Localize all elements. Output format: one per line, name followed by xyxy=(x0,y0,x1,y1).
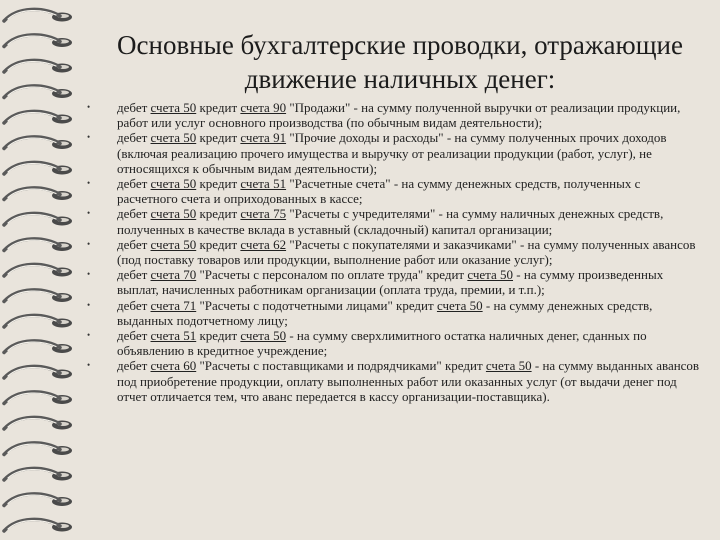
bullet-icon: • xyxy=(87,102,91,112)
entry-description: "Расчеты с покупателями и заказчиками" - на сумму полученных авансов (под поставку товаров или продукции, выполнение работ или оказание услуг); xyxy=(117,236,696,268)
entry-description: "Расчеты с учредителями" - на сумму наличных денежных средств, полученных в качестве вклада в уставный (складочный) капитал организации; xyxy=(117,206,664,237)
list-item xyxy=(86,176,702,206)
debit-account-link[interactable]: счета 50 xyxy=(150,130,197,146)
spiral-binding xyxy=(0,0,80,540)
credit-prefix: кредит xyxy=(196,130,241,146)
list-item xyxy=(86,130,702,176)
list-item xyxy=(86,237,702,267)
credit-account-link[interactable]: счета 75 xyxy=(240,206,287,222)
list-item xyxy=(86,100,702,130)
debit-account-link[interactable]: счета 50 xyxy=(150,176,197,192)
debit-account-link[interactable]: счета 50 xyxy=(150,236,197,252)
debit-prefix: дебет xyxy=(117,176,151,192)
debit-account-link[interactable]: счета 71 xyxy=(150,297,197,313)
debit-prefix: дебет xyxy=(117,358,151,374)
credit-prefix: кредит xyxy=(196,176,241,192)
credit-account-link[interactable]: счета 90 xyxy=(240,100,287,115)
binding-ring xyxy=(4,290,72,302)
binding-ring xyxy=(4,162,72,174)
debit-account-link[interactable]: счета 50 xyxy=(150,206,197,222)
binding-ring xyxy=(4,188,72,200)
debit-prefix: дебет xyxy=(117,267,151,283)
credit-prefix: "Расчеты с персоналом по оплате труда" кредит xyxy=(196,267,468,283)
debit-account-link[interactable]: счета 50 xyxy=(150,100,197,115)
list-item xyxy=(86,298,702,328)
bullet-icon: • xyxy=(87,132,91,143)
credit-account-link[interactable]: счета 50 xyxy=(467,267,514,283)
list-item xyxy=(86,328,702,358)
debit-prefix: дебет xyxy=(117,297,151,313)
credit-account-link[interactable]: счета 50 xyxy=(436,297,483,313)
list-item xyxy=(86,267,702,297)
page-title xyxy=(90,28,710,96)
credit-prefix: кредит xyxy=(196,100,241,115)
title-line-1: Основные бухгалтерские проводки, отражающие xyxy=(117,30,683,60)
binding-ring xyxy=(4,60,72,72)
debit-prefix: дебет xyxy=(117,100,151,115)
credit-account-link[interactable]: счета 50 xyxy=(240,328,287,344)
debit-account-link[interactable]: счета 60 xyxy=(150,358,197,374)
title-line-2: движение наличных денег: xyxy=(244,64,556,94)
bullet-icon: • xyxy=(87,208,91,219)
credit-prefix: кредит xyxy=(196,206,241,222)
binding-ring xyxy=(4,392,72,404)
list-item xyxy=(86,206,702,236)
entries-list xyxy=(86,100,702,404)
debit-prefix: дебет xyxy=(117,236,151,252)
bullet-icon: • xyxy=(87,269,91,280)
binding-ring xyxy=(4,111,72,123)
bullet-icon: • xyxy=(87,238,91,249)
entry-description: "Продажи" - на сумму полученной выручки от реализации продукции, работ или услуг основного производства (по обычным видам деятельности); xyxy=(117,100,681,131)
credit-prefix: кредит xyxy=(196,328,241,344)
credit-account-link[interactable]: счета 51 xyxy=(240,176,287,192)
binding-ring xyxy=(4,137,72,149)
entry-description: - на сумму сверхлимитного остатка наличных денег, сданных по объявлению в кредитное учреждение; xyxy=(117,328,647,359)
credit-account-link[interactable]: счета 50 xyxy=(485,358,532,374)
bullet-icon: • xyxy=(87,360,91,371)
entry-description: - на сумму произведенных выплат, начисленных работникам организации (оплата труда, премии, и т.п.); xyxy=(117,267,664,298)
credit-account-link[interactable]: счета 62 xyxy=(240,236,287,252)
debit-prefix: дебет xyxy=(117,328,151,344)
entry-description: - на сумму денежных средств, выданных подотчетному лицу; xyxy=(117,297,653,328)
list-item xyxy=(86,358,702,404)
bullet-icon: • xyxy=(87,299,91,310)
credit-prefix: "Расчеты с подотчетными лицами" кредит xyxy=(196,297,437,313)
binding-ring xyxy=(4,443,72,455)
binding-ring xyxy=(4,494,72,506)
binding-ring xyxy=(4,417,72,429)
binding-ring xyxy=(4,264,72,276)
credit-account-link[interactable]: счета 91 xyxy=(240,130,287,146)
debit-prefix: дебет xyxy=(117,130,151,146)
credit-prefix: кредит xyxy=(196,236,241,252)
entry-description: "Прочие доходы и расходы" - на сумму полученных прочих доходов (включая реализацию прочего имущества и выручку от реализации продукции (работ, услуг), не относящихся к обычным видам деятельности); xyxy=(117,130,667,176)
debit-account-link[interactable]: счета 51 xyxy=(150,328,197,344)
binding-ring xyxy=(4,366,72,378)
credit-prefix: "Расчеты с поставщиками и подрядчиками" кредит xyxy=(196,358,486,374)
binding-ring xyxy=(4,519,72,531)
binding-ring xyxy=(4,468,72,480)
binding-ring xyxy=(4,86,72,98)
entry-description: "Расчетные счета" - на сумму денежных средств, полученных с расчетного счета и оприходованных в кассе; xyxy=(117,176,641,207)
binding-ring xyxy=(4,315,72,327)
binding-ring xyxy=(4,9,72,21)
debit-account-link[interactable]: счета 70 xyxy=(150,267,197,283)
binding-ring xyxy=(4,35,72,47)
bullet-icon: • xyxy=(87,330,91,341)
entry-description: - на сумму выданных авансов под приобретение продукции, оплату выполненных работ или оказанных услуг (от выдачи денег под отчет отличается тем, что аванс передается в кассу организации-поставщика). xyxy=(117,358,700,404)
binding-ring xyxy=(4,341,72,353)
binding-ring xyxy=(4,213,72,225)
binding-ring xyxy=(4,239,72,251)
bullet-icon: • xyxy=(87,178,91,189)
debit-prefix: дебет xyxy=(117,206,151,222)
